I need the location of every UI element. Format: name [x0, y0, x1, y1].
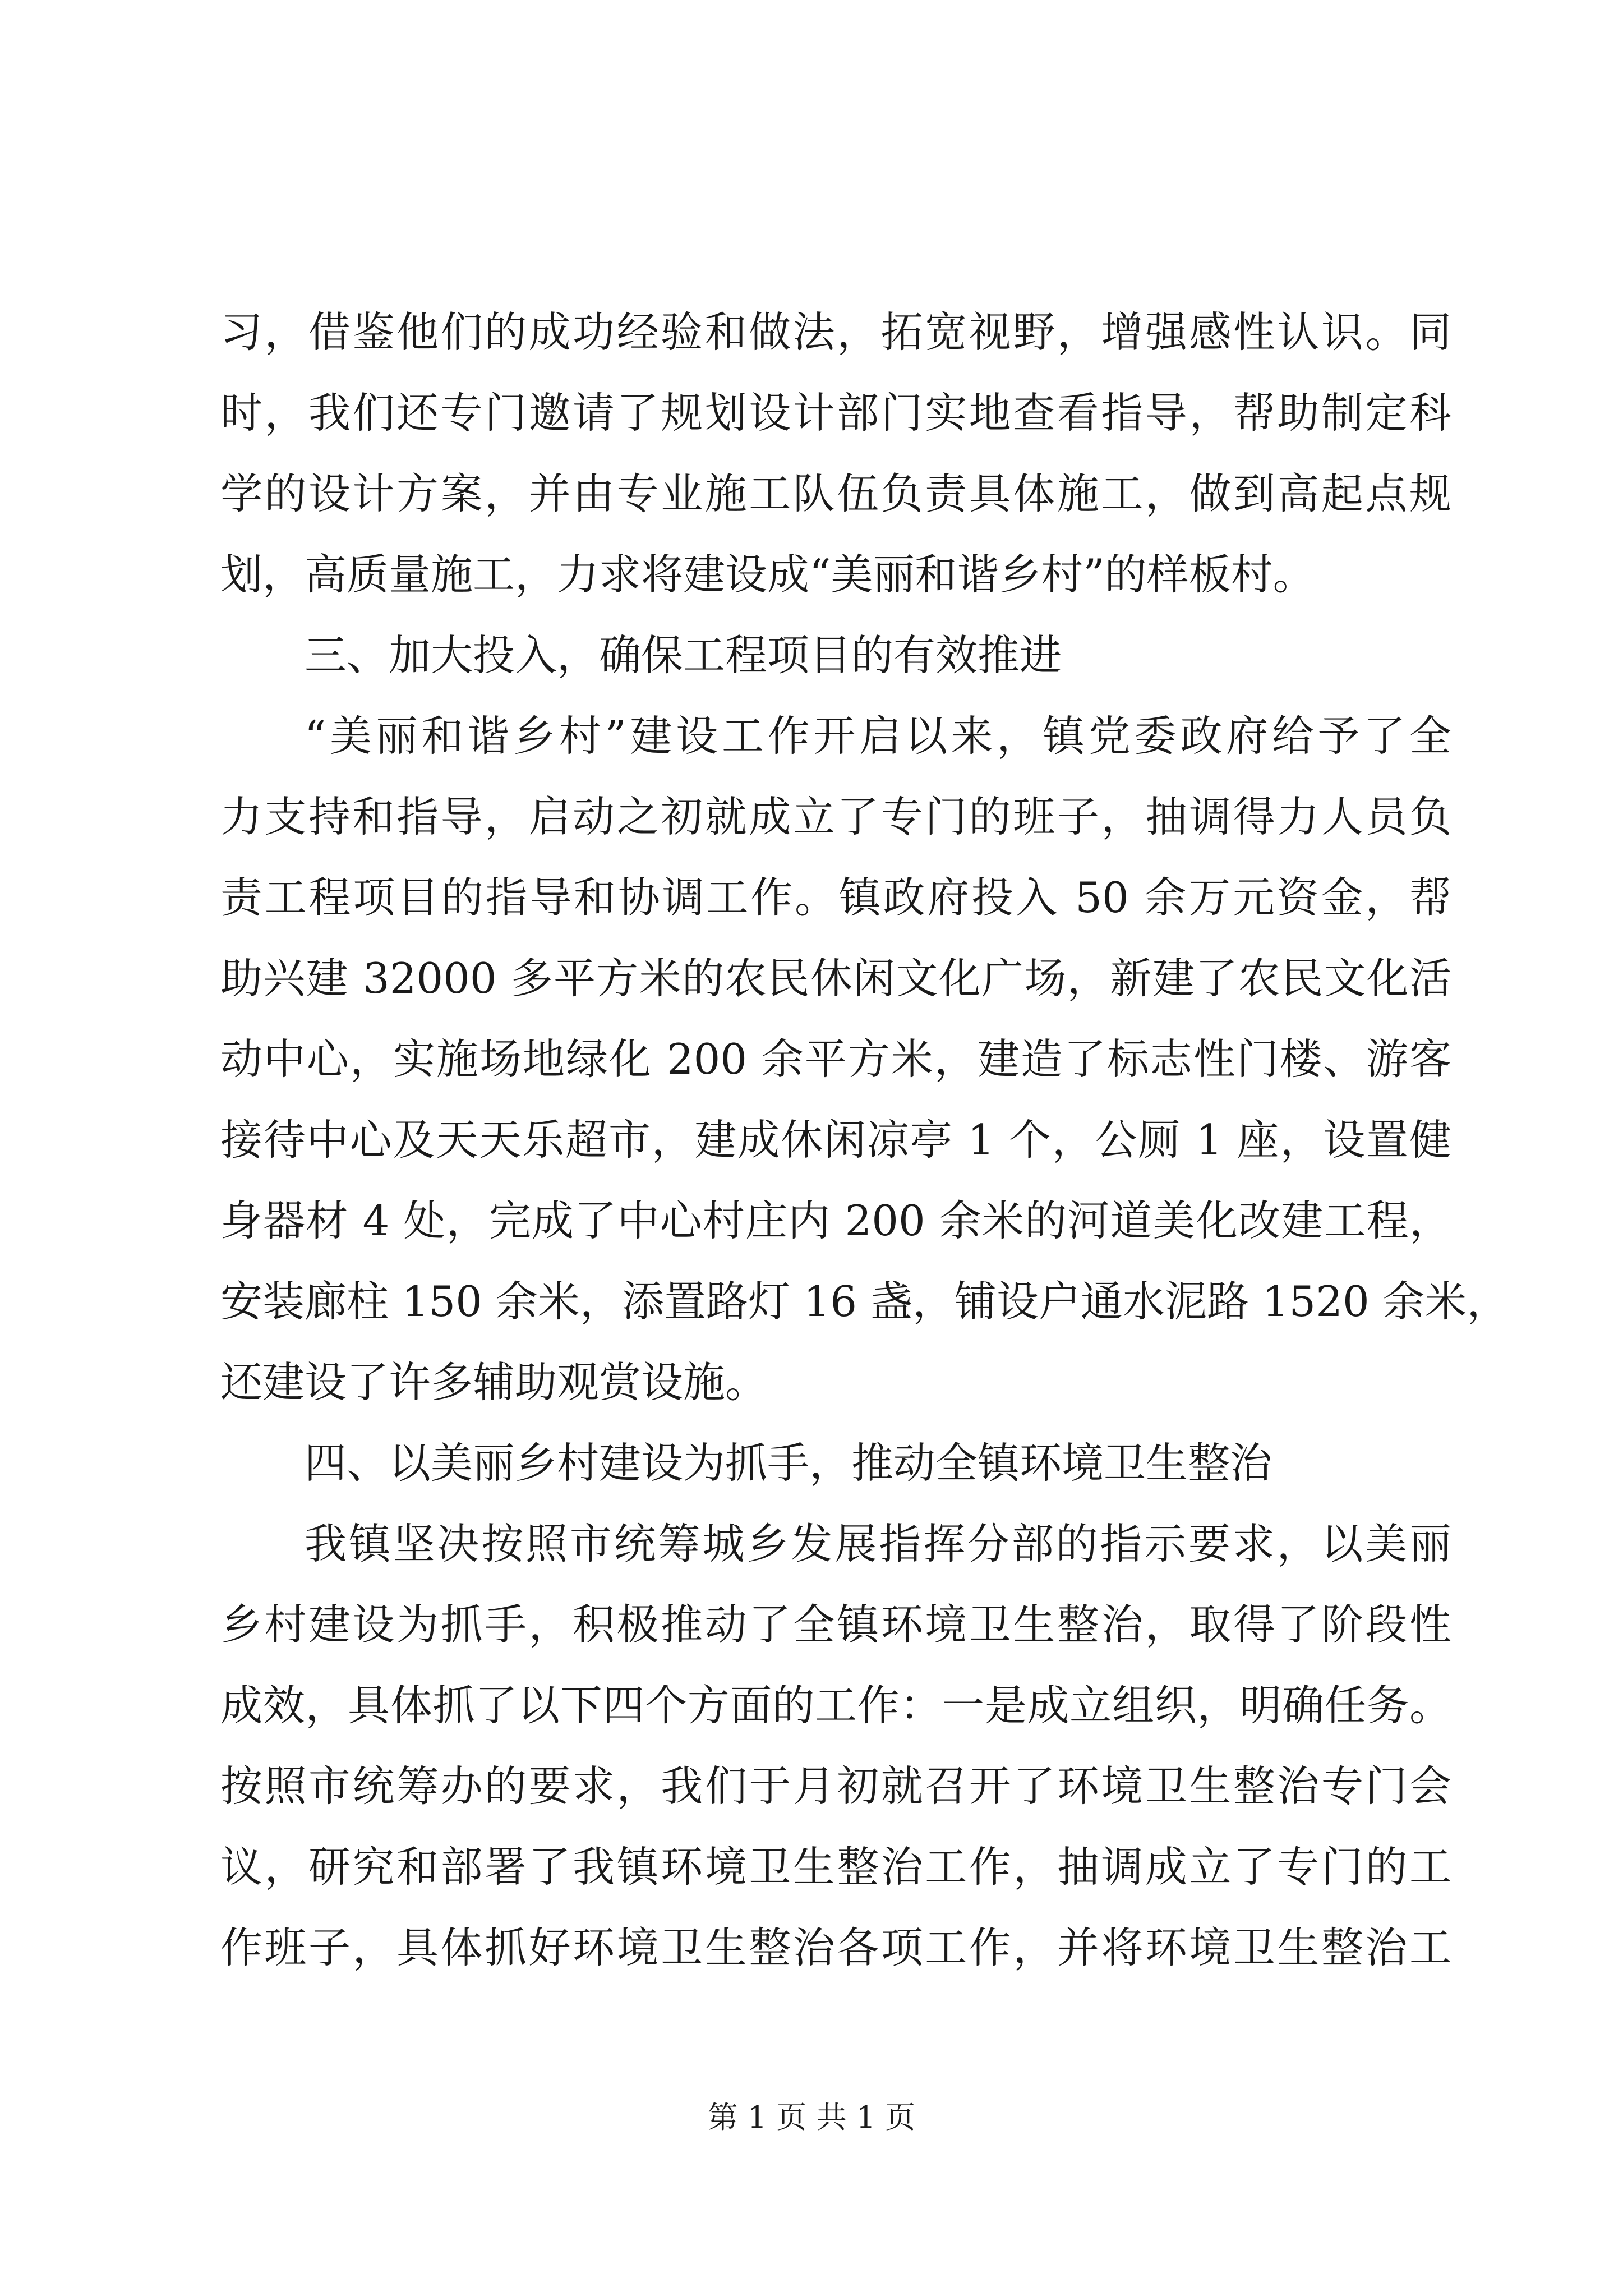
- text-line: 议，研究和部署了我镇环境卫生整治工作，抽调成立了专门的工: [220, 1842, 1451, 1892]
- text-line: 成效，具体抓了以下四个方面的工作：一是成立组织，明确任务。: [220, 1681, 1451, 1730]
- text-line: 还建设了许多辅助观赏设施。: [220, 1358, 768, 1407]
- section-heading: 四、以美丽乡村建设为抓手，推动全镇环境卫生整治: [305, 1438, 1272, 1488]
- text-line: 动中心，实施场地绿化 200 余平方米，建造了标志性门楼、游客: [220, 1034, 1451, 1084]
- text-line: 时，我们还专门邀请了规划设计部门实地查看指导，帮助制定科: [220, 388, 1451, 438]
- section-heading: 三、加大投入，确保工程项目的有效推进: [305, 631, 1062, 680]
- text-line: 划，高质量施工，力求将建设成“美丽和谐乡村”的样板村。: [220, 550, 1315, 599]
- text-line: 力支持和指导，启动之初就成立了专门的班子，抽调得力人员负: [220, 792, 1451, 841]
- text-line: 责工程项目的指导和协调工作。镇政府投入 50 余万元资金，帮: [220, 873, 1451, 922]
- text-line: 安装廊柱 150 余米，添置路灯 16 盏，铺设户通水泥路 1520 余米，: [220, 1277, 1509, 1326]
- text-line: 学的设计方案，并由专业施工队伍负责具体施工，做到高起点规: [220, 469, 1451, 518]
- page-number-label: 第 1 页 共 1 页: [707, 2100, 916, 2135]
- text-line: 乡村建设为抓手，积极推动了全镇环境卫生整治，取得了阶段性: [220, 1600, 1451, 1649]
- text-line: 按照市统筹办的要求，我们于月初就召开了环境卫生整治专门会: [220, 1761, 1451, 1811]
- text-line: 我镇坚决按照市统筹城乡发展指挥分部的指示要求，以美丽: [305, 1519, 1451, 1568]
- text-line: 习，借鉴他们的成功经验和做法，拓宽视野，增强感性认识。同: [220, 307, 1451, 357]
- document-body: [220, 292, 1509, 1988]
- page-footer: [0, 2095, 1623, 2140]
- text-line: 助兴建 32000 多平方米的农民休闲文化广场，新建了农民文化活: [220, 954, 1451, 1003]
- text-line: 接待中心及天天乐超市，建成休闲凉亭 1 个，公厕 1 座，设置健: [220, 1115, 1451, 1165]
- text-line: 身器材 4 处，完成了中心村庄内 200 余米的河道美化改建工程，: [220, 1196, 1451, 1245]
- text-line: 作班子，具体抓好环境卫生整治各项工作，并将环境卫生整治工: [220, 1923, 1451, 1972]
- text-line: “美丽和谐乡村”建设工作开启以来，镇党委政府给予了全: [305, 711, 1451, 761]
